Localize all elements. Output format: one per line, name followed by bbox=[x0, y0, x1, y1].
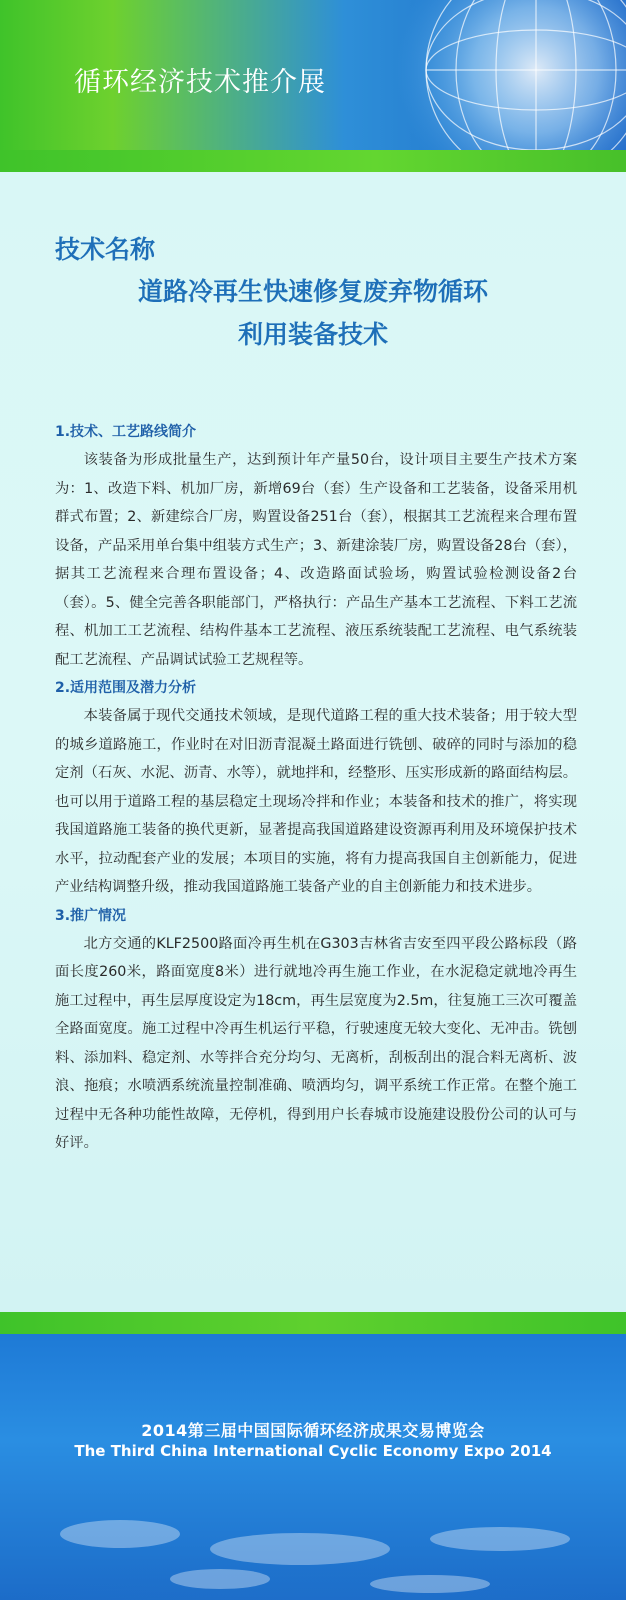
top-green-band bbox=[0, 150, 626, 172]
header-banner bbox=[0, 0, 626, 170]
technology-name-line-2: 利用装备技术 bbox=[237, 320, 388, 349]
bottom-green-band bbox=[0, 1312, 626, 1334]
section-body-intro: 该装备为形成批量生产，达到预计年产量50台，设计项目主要生产技术方案为：1、改造下料、机加厂房，新增69台（套）生产设备和工艺装备，设备采用机群式布置；2、新建综合厂房，购置设备251台（套），根据其工艺流程来合理布置设备，产品采用单台集中组装方式生产；3、新建涂装厂房，购置设备28台（套），据其工艺流程来合理布置设备；4、改造路面试验场，购置试验检测设备2台（套）。5、健全完善各职能部门，严格执行：产品生产基本工艺流程、下料工艺流程、机加工工艺流程、结构件基本工艺流程、液压系统装配工艺流程、电气系统装配工艺流程、产品调试试验工艺规程等。 bbox=[55, 452, 577, 668]
section-body-promotion: 北方交通的KLF2500路面冷再生机在G303吉林省吉安至四平段公路标段（路面长度260米，路面宽度8米）进行就地冷再生施工作业，在水泥稳定就地冷再生施工过程中，再生层厚度设定为18cm，再生层宽度为2.5m，往复施工三次可覆盖全路面宽度。施工过程中冷再生机运行平稳，行驶速度无较大变化、无冲击。铣刨料、添加料、稳定剂、水等拌合充分均匀、无离析，刮板刮出的混合料无离析、波浪、拖痕；水喷洒系统流量控制准确、喷洒均匀，调平系统工作正常。在整个施工过程中无各种功能性故障，无停机，得到用户长春城市设施建设股份公司的认可与好评。 bbox=[55, 935, 577, 1151]
section-heading-intro: 1.技术、工艺路线简介 bbox=[55, 424, 197, 440]
globe-graphic-icon bbox=[386, 0, 626, 170]
section-body-scope: 本装备属于现代交通技术领域，是现代道路工程的重大技术装备；用于较大型的城乡道路施工，作业时在对旧沥青混凝土路面进行铣刨、破碎的同时与添加的稳定剂（石灰、水泥、沥青、水等），就地拌和，经整形、压实形成新的路面结构层。也可以用于道路工程的基层稳定土现场冷拌和作业；本装备和技术的推广，将实现我国道路施工装备的换代更新，显著提高我国道路建设资源再利用及环境保护技术水平，拉动配套产业的发展；本项目的实施，将有力提高我国自主创新能力，促进产业结构调整升级，推动我国道路施工装备产业的自主创新能力和技术进步。 bbox=[55, 708, 577, 895]
footer-banner bbox=[0, 1334, 626, 1600]
section-heading-promotion: 3.推广情况 bbox=[55, 907, 127, 924]
expo-title-en: The Third China International Cyclic Economy Expo 2014 bbox=[74, 1442, 552, 1460]
technology-name-line-1: 道路冷再生快速修复废弃物循环 bbox=[137, 277, 488, 306]
expo-title-cn: 2014第三届中国国际循环经济成果交易博览会 bbox=[141, 1421, 485, 1440]
earth-graphic-icon bbox=[0, 1334, 626, 1600]
description-sections bbox=[55, 418, 577, 1158]
header-title: 循环经济技术推介展 bbox=[74, 67, 326, 98]
section-heading-scope: 2.适用范围及潜力分析 bbox=[55, 680, 197, 696]
title-label: 技术名称 bbox=[55, 235, 156, 264]
